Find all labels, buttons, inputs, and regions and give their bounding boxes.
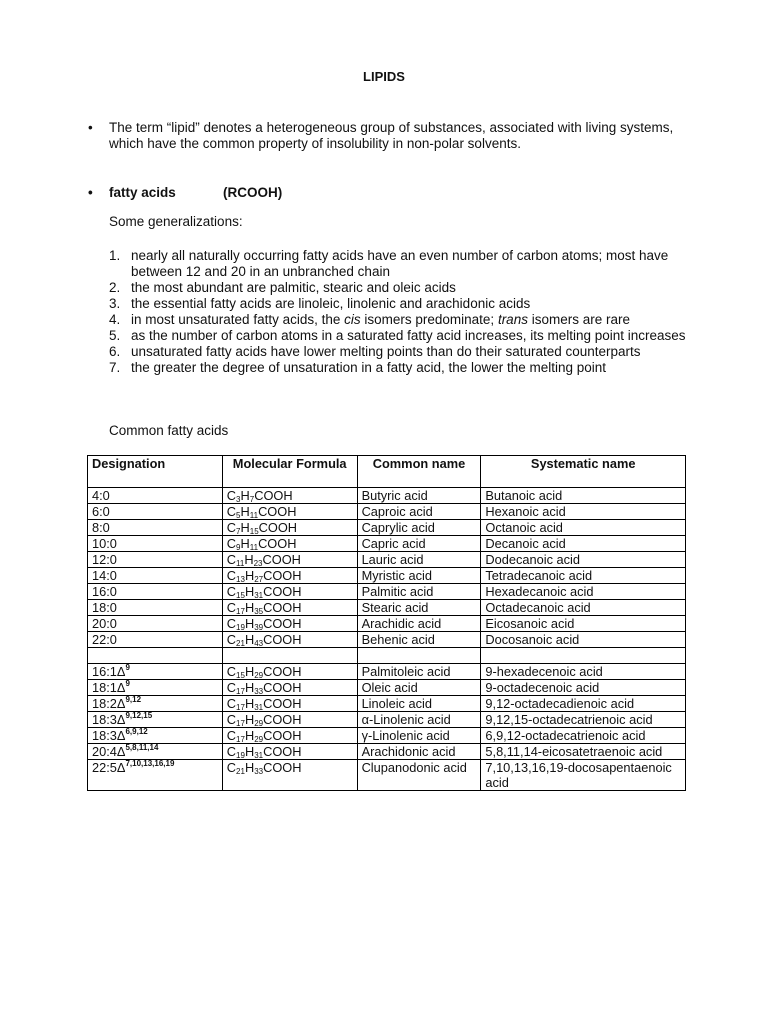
list-number: 2. — [109, 280, 121, 295]
designation-cell: $18:2\Delta^{9,12}$ — [88, 696, 223, 712]
list-item — [109, 248, 709, 280]
designation-cell: 6:0 — [88, 504, 223, 520]
list-item — [109, 344, 709, 360]
column-header: Designation — [88, 456, 223, 488]
fatty-acids-heading: fatty acids — [109, 185, 176, 200]
systematic-name-cell: Hexadecanoic acid — [481, 584, 686, 600]
table-row — [88, 680, 686, 696]
table-row — [88, 632, 686, 648]
generalizations-title: Some generalizations: — [109, 214, 243, 229]
formula-cell — [222, 648, 357, 664]
common-name-cell: Clupanodonic acid — [357, 760, 481, 791]
table-row — [88, 536, 686, 552]
systematic-name-cell: Hexanoic acid — [481, 504, 686, 520]
list-text: in most unsaturated fatty acids, the cis isomers predominate; trans isomers are rare — [131, 312, 630, 327]
list-item — [109, 360, 709, 376]
common-name-cell — [357, 648, 481, 664]
systematic-name-cell: Dodecanoic acid — [481, 552, 686, 568]
table-row — [88, 616, 686, 632]
document-title: LIPIDS — [363, 69, 405, 84]
designation-cell: 18:0 — [88, 600, 223, 616]
table-row — [88, 664, 686, 680]
designation-cell: $18:3\Delta^{9,12,15}$ — [88, 712, 223, 728]
designation-cell: 20:0 — [88, 616, 223, 632]
table-row — [88, 600, 686, 616]
formula-cell: $C_{19}H_{31}COOH$ — [222, 744, 357, 760]
formula-cell: $C_{13}H_{27}COOH$ — [222, 568, 357, 584]
common-name-cell: Capric acid — [357, 536, 481, 552]
common-name-cell: Myristic acid — [357, 568, 481, 584]
fatty-acids-formula: (RCOOH) — [223, 185, 283, 200]
column-header: Common name — [357, 456, 481, 488]
list-number: 5. — [109, 328, 121, 343]
designation-cell: 22:0 — [88, 632, 223, 648]
systematic-name-cell: 7,10,13,16,19-docosapentaenoic acid — [481, 760, 686, 791]
common-name-cell: Palmitoleic acid — [357, 664, 481, 680]
column-header: Molecular Formula — [222, 456, 357, 488]
list-text: the most abundant are palmitic, stearic and oleic acids — [131, 280, 456, 295]
systematic-name-cell: 9-octadecenoic acid — [481, 680, 686, 696]
table-row — [88, 488, 686, 504]
designation-cell: $18:1\Delta^9$ — [88, 680, 223, 696]
formula-cell: $C_{11}H_{23}COOH$ — [222, 552, 357, 568]
table-row — [88, 712, 686, 728]
designation-cell: 14:0 — [88, 568, 223, 584]
table-row — [88, 648, 686, 664]
common-name-cell: Lauric acid — [357, 552, 481, 568]
designation-cell: $16:1\Delta^9$ — [88, 664, 223, 680]
formula-cell: $C_{17}H_{31}COOH$ — [222, 696, 357, 712]
table-row — [88, 552, 686, 568]
formula-cell: $C_{15}H_{29}COOH$ — [222, 664, 357, 680]
formula-cell: $C_{21}H_{33}COOH$ — [222, 760, 357, 791]
list-number: 7. — [109, 360, 121, 375]
systematic-name-cell: Octadecanoic acid — [481, 600, 686, 616]
designation-cell: 10:0 — [88, 536, 223, 552]
table-row — [88, 504, 686, 520]
bullet-icon: • — [88, 120, 93, 135]
list-item — [109, 280, 709, 296]
list-item — [109, 296, 709, 312]
list-number: 4. — [109, 312, 121, 327]
list-text: as the number of carbon atoms in a saturated fatty acid increases, its melting point increases — [131, 328, 686, 343]
list-number: 1. — [109, 248, 121, 263]
table-row — [88, 696, 686, 712]
table-body — [88, 488, 686, 791]
designation-cell: 16:0 — [88, 584, 223, 600]
common-name-cell: Linoleic acid — [357, 696, 481, 712]
table-caption: Common fatty acids — [109, 423, 229, 438]
list-text: the essential fatty acids are linoleic, linolenic and arachidonic acids — [131, 296, 531, 311]
generalizations-list — [109, 248, 709, 376]
list-item — [109, 312, 709, 328]
common-name-cell: Behenic acid — [357, 632, 481, 648]
systematic-name-cell: 5,8,11,14-eicosatetraenoic acid — [481, 744, 686, 760]
column-header: Systematic name — [481, 456, 686, 488]
list-text: the greater the degree of unsaturation in a fatty acid, the lower the melting point — [131, 360, 607, 375]
formula-cell: $C_3H_7COOH$ — [222, 488, 357, 504]
formula-cell: $C_{21}H_{43}COOH$ — [222, 632, 357, 648]
table-row — [88, 568, 686, 584]
intro-text: The term “lipid” denotes a heterogeneous group of substances, associated with living systems, which have the common property of insolubility in non-polar solvents. — [109, 120, 674, 151]
systematic-name-cell: Tetradecanoic acid — [481, 568, 686, 584]
designation-cell: 4:0 — [88, 488, 223, 504]
table-row — [88, 520, 686, 536]
formula-cell: $C_5H_{11}COOH$ — [222, 504, 357, 520]
formula-cell: $C_{17}H_{35}COOH$ — [222, 600, 357, 616]
table-row — [88, 760, 686, 791]
systematic-name-cell: 9,12-octadecadienoic acid — [481, 696, 686, 712]
common-name-cell: Butyric acid — [357, 488, 481, 504]
designation-cell: $18:3\Delta^{6,9,12}$ — [88, 728, 223, 744]
list-number: 6. — [109, 344, 121, 359]
systematic-name-cell: Butanoic acid — [481, 488, 686, 504]
designation-cell: 12:0 — [88, 552, 223, 568]
systematic-name-cell — [481, 648, 686, 664]
designation-cell: $22:5\Delta^{7,10,13,16,19}$ — [88, 760, 223, 791]
designation-cell — [88, 648, 223, 664]
common-name-cell: Oleic acid — [357, 680, 481, 696]
systematic-name-cell: 6,9,12-octadecatrienoic acid — [481, 728, 686, 744]
systematic-name-cell: Eicosanoic acid — [481, 616, 686, 632]
systematic-name-cell: Docosanoic acid — [481, 632, 686, 648]
formula-cell: $C_{17}H_{33}COOH$ — [222, 680, 357, 696]
formula-cell: $C_7H_{15}COOH$ — [222, 520, 357, 536]
systematic-name-cell: Octanoic acid — [481, 520, 686, 536]
common-name-cell: Caprylic acid — [357, 520, 481, 536]
systematic-name-cell: Decanoic acid — [481, 536, 686, 552]
common-name-cell: Stearic acid — [357, 600, 481, 616]
common-name-cell: Arachidonic acid — [357, 744, 481, 760]
formula-cell: $C_{17}H_{29}COOH$ — [222, 712, 357, 728]
common-name-cell: Arachidic acid — [357, 616, 481, 632]
formula-cell: $C_9H_{11}COOH$ — [222, 536, 357, 552]
formula-cell: $C_{15}H_{31}COOH$ — [222, 584, 357, 600]
list-item — [109, 328, 709, 344]
table-header-row — [88, 456, 686, 488]
systematic-name-cell: 9-hexadecenoic acid — [481, 664, 686, 680]
table-row — [88, 744, 686, 760]
list-text: nearly all naturally occurring fatty acids have an even number of carbon atoms; most have between 12 and 20 in an unbranched chain — [131, 248, 669, 279]
fatty-acids-table — [87, 455, 686, 791]
list-number: 3. — [109, 296, 121, 311]
fatty-acids-bullet — [88, 185, 708, 201]
designation-cell: $20:4\Delta^{5,8,11,14}$ — [88, 744, 223, 760]
formula-cell: $C_{19}H_{39}COOH$ — [222, 616, 357, 632]
common-name-cell: α-Linolenic acid — [357, 712, 481, 728]
formula-cell: $C_{17}H_{29}COOH$ — [222, 728, 357, 744]
designation-cell: 8:0 — [88, 520, 223, 536]
table-row — [88, 728, 686, 744]
common-name-cell: γ-Linolenic acid — [357, 728, 481, 744]
common-name-cell: Caproic acid — [357, 504, 481, 520]
table-row — [88, 584, 686, 600]
systematic-name-cell: 9,12,15-octadecatrienoic acid — [481, 712, 686, 728]
list-text: unsaturated fatty acids have lower melting points than do their saturated counterparts — [131, 344, 641, 359]
bullet-icon: • — [88, 185, 93, 200]
intro-bullet — [88, 120, 708, 152]
common-name-cell: Palmitic acid — [357, 584, 481, 600]
